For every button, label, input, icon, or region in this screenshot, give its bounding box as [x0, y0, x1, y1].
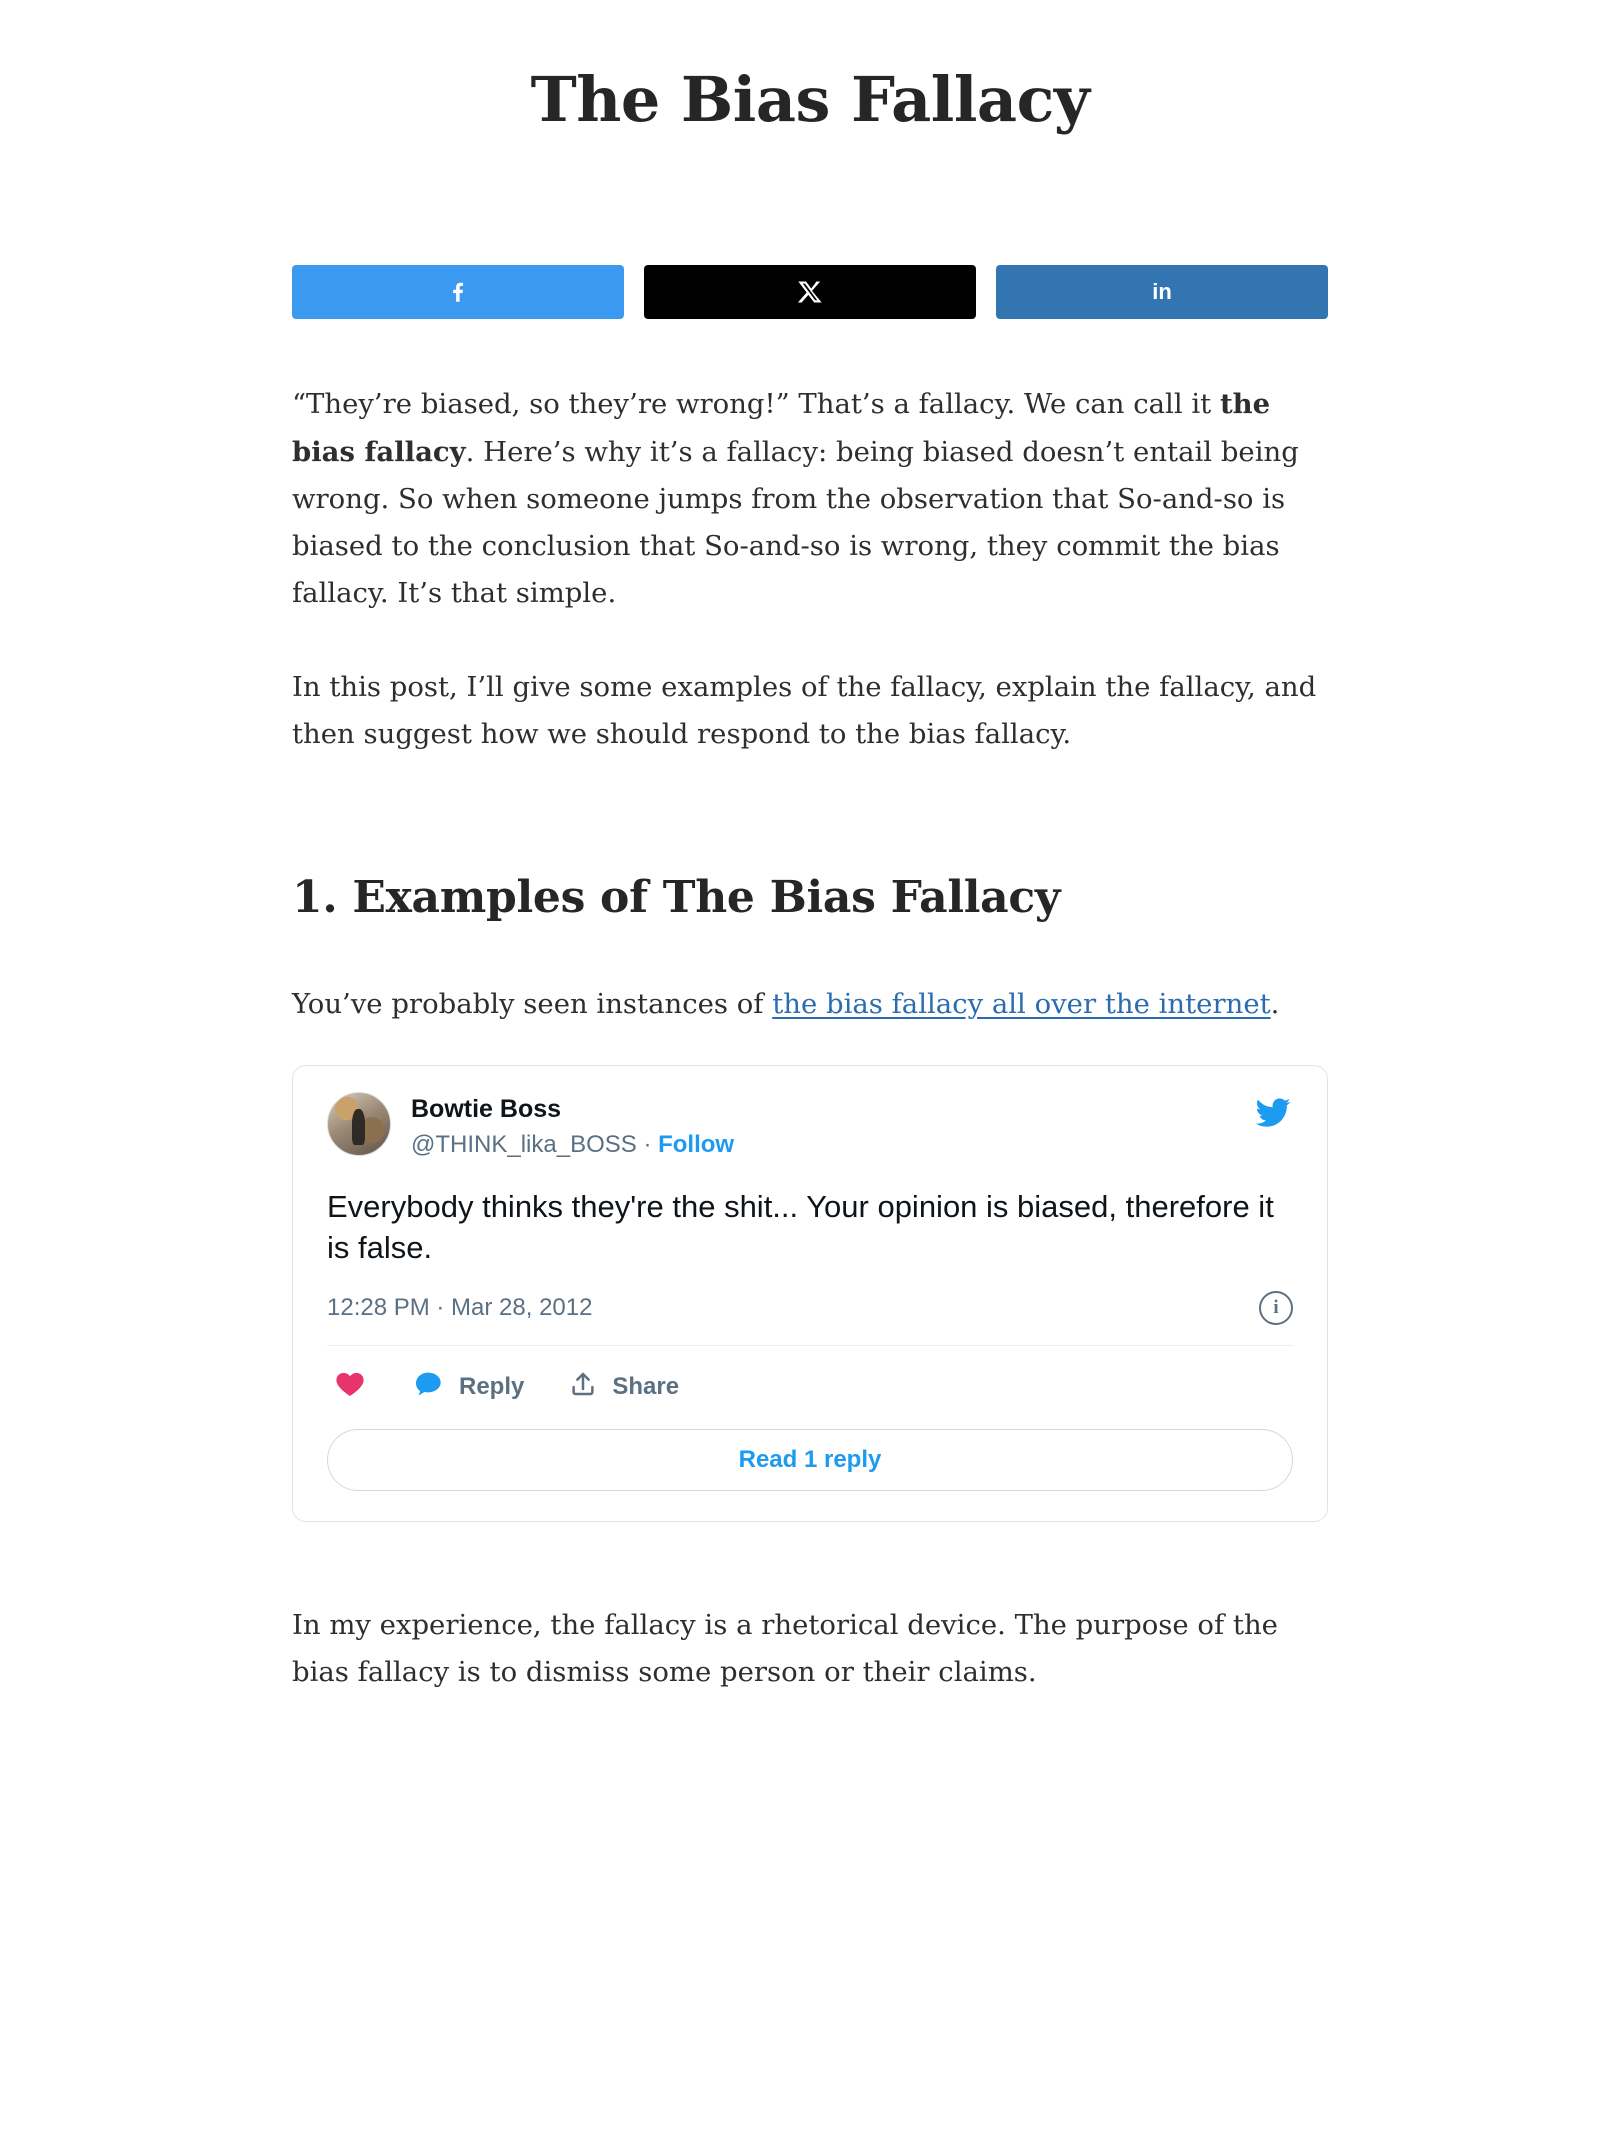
facebook-icon	[445, 279, 471, 305]
paragraph-examples-text-2: .	[1270, 988, 1280, 1021]
paragraph-examples-lead	[292, 981, 1328, 1028]
linkedin-icon: in	[1152, 279, 1172, 305]
page-title: The Bias Fallacy	[530, 63, 1090, 136]
paragraph-intro-text-2: . Here’s why it’s a fallacy: being biased doesn’t entail being wrong. So when someone jumps from the observation that So-and-so is biased to the conclusion that So-and-so is wrong, they commit the bias fallacy. It’s that simple.	[292, 435, 1299, 610]
info-icon[interactable]: i	[1259, 1291, 1293, 1325]
tweet-follow-link[interactable]: Follow	[658, 1130, 735, 1158]
reply-button[interactable]	[411, 1368, 524, 1405]
paragraph-intro-text-1: “They’re biased, so they’re wrong!” That’s a fallacy. We can call it	[292, 388, 1220, 421]
body-copy-after-tweet	[152, 1602, 1468, 1697]
bias-fallacy-link[interactable]: the bias fallacy all over the internet	[772, 988, 1271, 1021]
paragraph-examples-text-1: You’ve probably seen instances of	[292, 988, 773, 1021]
tweet-handle-row	[411, 1129, 734, 1161]
tweet-identity	[411, 1094, 734, 1162]
tweet-text: Everybody thinks they're the shit... Your opinion is biased, therefore it is false.	[327, 1189, 1274, 1266]
paragraph-overview: In this post, I’ll give some examples of the fallacy, explain the fallacy, and then suggest how we should respond to the bias fallacy.	[292, 670, 1317, 751]
tweet-timestamp: 12:28 PM · Mar 28, 2012	[327, 1294, 593, 1322]
tweet-header	[327, 1092, 1293, 1162]
share-x-button[interactable]	[644, 265, 976, 319]
share-button[interactable]	[568, 1368, 679, 1405]
tweet-handle: @THINK_lika_BOSS	[411, 1130, 637, 1158]
paragraph-intro	[292, 381, 1328, 617]
heart-icon	[333, 1368, 367, 1405]
comment-icon	[411, 1368, 445, 1405]
share-facebook-button[interactable]	[292, 265, 624, 319]
page	[0, 64, 1620, 1783]
tweet-separator: ·	[643, 1130, 652, 1158]
body-copy	[152, 381, 1468, 1028]
share-upload-icon	[568, 1368, 598, 1405]
like-button[interactable]	[333, 1368, 367, 1405]
share-linkedin-button[interactable]	[996, 265, 1328, 319]
article	[152, 64, 1468, 1783]
share-label: Share	[612, 1372, 680, 1400]
paragraph-intro-bold: the bias fallacy	[292, 388, 1271, 468]
read-replies-button[interactable]: Read 1 reply	[327, 1429, 1293, 1491]
share-buttons-row	[152, 265, 1468, 319]
section-heading-examples: 1. Examples of The Bias Fallacy	[292, 872, 1061, 924]
twitter-bird-icon[interactable]	[1251, 1094, 1295, 1137]
paragraph-rhetorical-device: In my experience, the fallacy is a rhetorical device. The purpose of the bias fallacy is to dismiss some person or their claims.	[292, 1609, 1278, 1689]
reply-label: Reply	[459, 1372, 525, 1400]
tweet-author-name: Bowtie Boss	[411, 1094, 562, 1123]
embedded-tweet[interactable]	[292, 1065, 1328, 1522]
tweet-meta	[327, 1291, 1293, 1346]
avatar	[327, 1092, 391, 1156]
tweet-actions	[327, 1368, 1293, 1405]
x-twitter-icon	[795, 278, 825, 306]
